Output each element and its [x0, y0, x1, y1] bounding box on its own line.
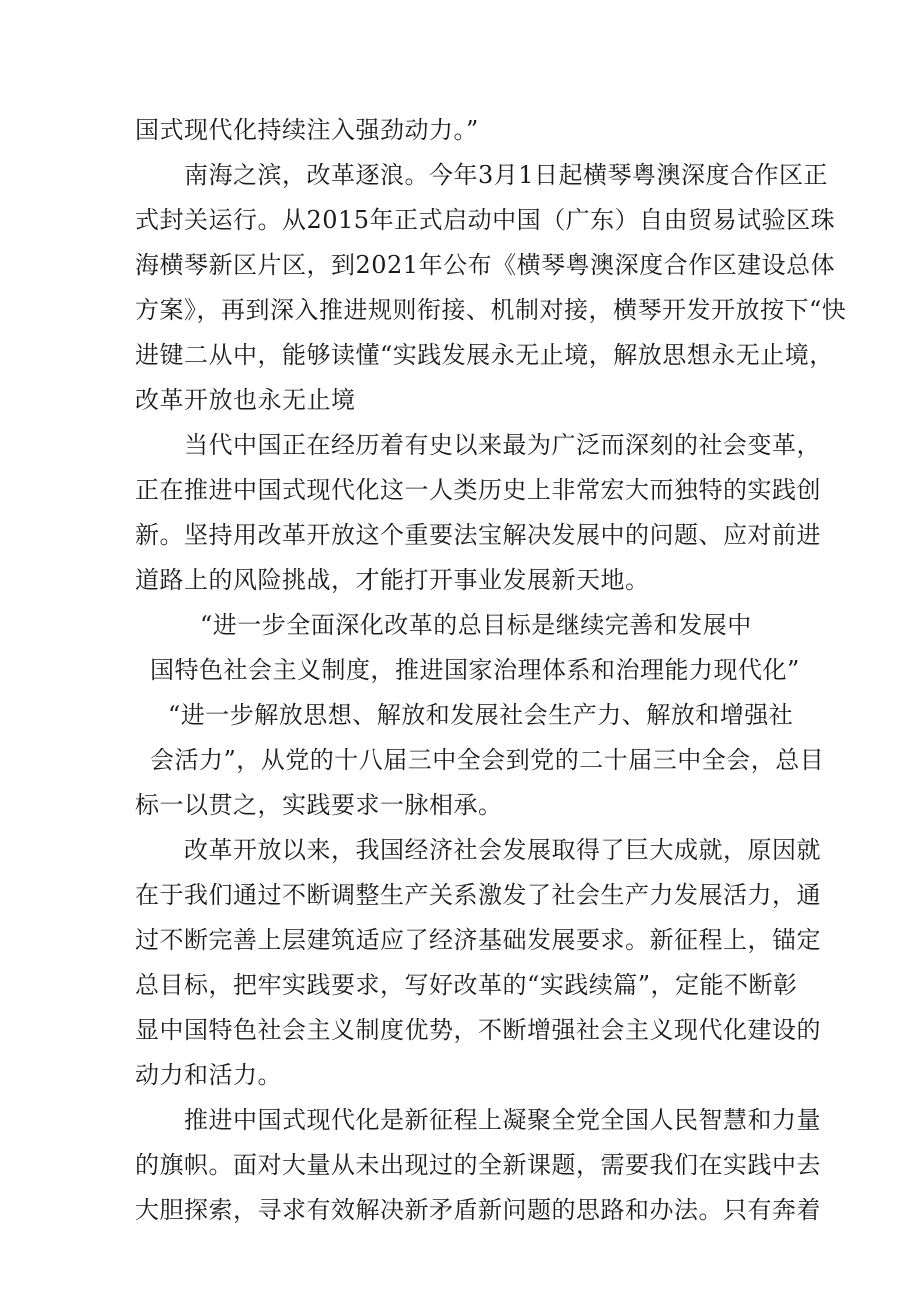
text-line: 新。坚持用改革开放这个重要法宝解决发展中的问题、应对前进 — [135, 521, 821, 549]
text-line: 标一以贯之，实践要求一脉相承。 — [135, 791, 503, 819]
text-line: 式封关运行。从2015年正式启动中国（广东）自由贸易试验区珠 — [135, 206, 836, 234]
text-line: 在于我们通过不断调整生产关系激发了社会生产力发展活力，通 — [135, 881, 821, 909]
text-line: 会活力”，从党的十八届三中全会到党的二十届三中全会，总目 — [150, 746, 825, 774]
text-line: 国式现代化持续注入强劲动力。” — [135, 116, 479, 144]
text-line: 当代中国正在经历着有史以来最为广泛而深刻的社会变革， — [184, 431, 821, 459]
text-line: 正在推进中国式现代化这一人类历史上非常宏大而独特的实践创 — [135, 476, 821, 504]
text-line: 方案》，再到深入推进规则衔接、机制对接，横琴开发开放按下“快 — [135, 296, 847, 324]
text-line: 推进中国式现代化是新征程上凝聚全党全国人民智慧和力量 — [184, 1106, 821, 1134]
text-line: 南海之滨，改革逐浪。今年3月1日起横琴粤澳深度合作区正 — [184, 161, 829, 189]
text-line: 进键二从中，能够读懂“实践发展永无止境，解放思想永无止境， — [135, 341, 834, 369]
text-line: “进一步解放思想、解放和发展社会生产力、解放和增强社 — [168, 701, 794, 729]
text-line: 改革开放也永无止境 — [135, 386, 356, 414]
text-line: “进一步全面深化改革的总目标是继续完善和发展中 — [200, 611, 752, 639]
text-line: 的旗帜。面对大量从未出现过的全新课题，需要我们在实践中去 — [135, 1151, 821, 1179]
text-line: 显中国特色社会主义制度优势，不断增强社会主义现代化建设的 — [135, 1016, 821, 1044]
text-line: 改革开放以来，我国经济社会发展取得了巨大成就，原因就 — [184, 836, 821, 864]
text-line: 过不断完善上层建筑适应了经济基础发展要求。新征程上，锚定 — [135, 926, 821, 954]
text-line: 海横琴新区片区，到2021年公布《横琴粤澳深度合作区建设总体 — [135, 251, 836, 279]
text-line: 总目标，把牢实践要求，写好改革的“实践续篇”，定能不断彰 — [135, 971, 798, 999]
text-line: 大胆探索，寻求有效解决新矛盾新问题的思路和办法。只有奔着 — [135, 1196, 821, 1224]
text-line: 道路上的风险挑战，才能打开事业发展新天地。 — [135, 566, 650, 594]
text-line: 国特色社会主义制度，推进国家治理体系和治理能力现代化” — [150, 656, 800, 684]
text-line: 动力和活力。 — [135, 1061, 282, 1089]
